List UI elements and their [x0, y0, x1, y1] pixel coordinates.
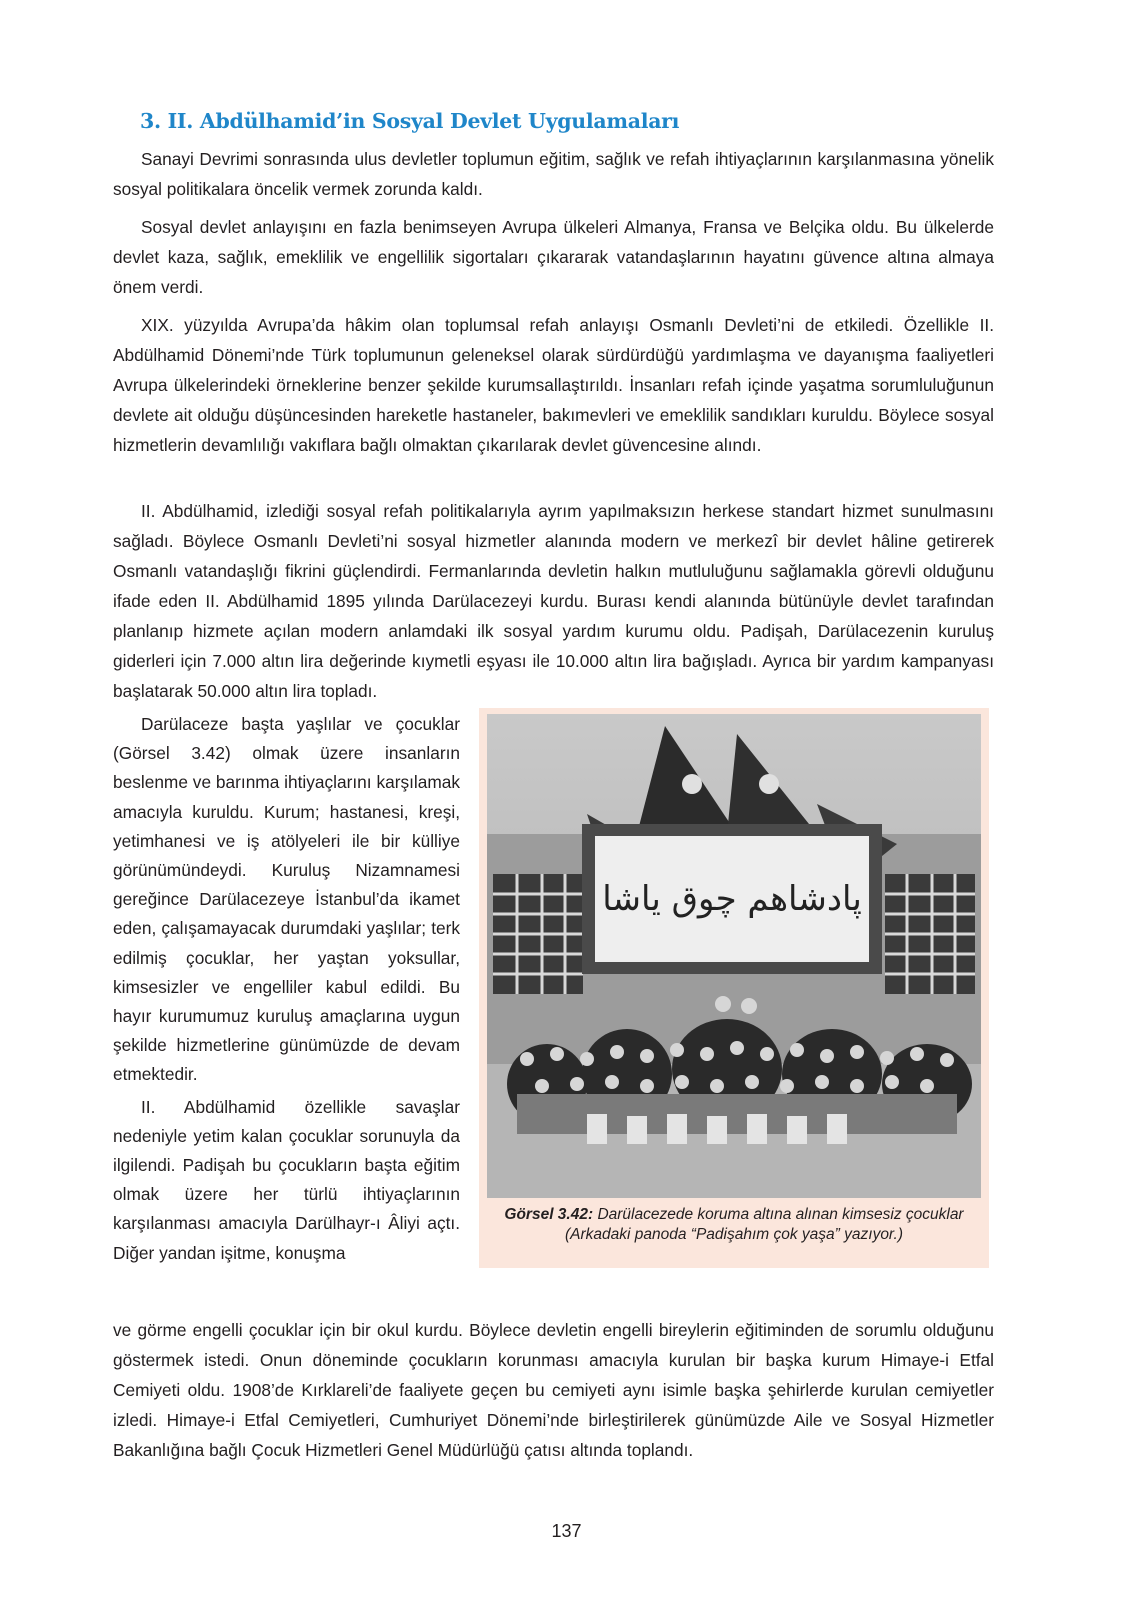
- figure-caption-text: Darülacezede koruma altına alınan kimsesiz çocuklar (Arkadaki panoda “Padişahım çok yaşa” yazıyor.): [565, 1206, 964, 1243]
- panel-inscription: پادشاهم چوق یاشا: [602, 879, 862, 919]
- paragraph-4: II. Abdülhamid, izlediği sosyal refah politikalarıyla ayrım yapılmaksızın herkese standart hizmet sunulmasını sağladı. Böylece Osmanlı Devleti’ni sosyal hizmetler alanında modern ve merkezî bir devlet hâline getirerek Osmanlı vatandaşlığı fikrini güçlendirdi. Fermanlarında devletin halkın mutluluğunu sağlamakla görevli olduğunu ifade eden II. Abdülhamid 1895 yılında Darülacezeyi kurdu. Burası kendi alanında bütünüyle devlet tarafından planlanıp hizmete açılan modern anlamdaki ilk sosyal yardım kurumu oldu. Padişah, Darülacezenin kuruluş giderleri için 7.000 altın lira değerinde kıymetli eşyası ile 10.000 altın lira bağışladı. Ayrıca bir yardım kampanyası başlatarak 50.000 altın lira topladı.: [113, 501, 994, 701]
- section-title: 3. II. Abdülhamid’in Sosyal Devlet Uygulamaları: [140, 109, 680, 133]
- paragraph-6-end: ve görme engelli çocuklar için bir okul kurdu. Böylece devletin engelli bireylerin eğitiminden de sorumlu olduğunu göstermek istedi. Onun döneminde çocukların korunması amacıyla kurulan bir başka kurum Himaye-i Etfal Cemiyeti oldu. 1908’de Kırklareli’de faaliyete geçen bu cemiyeti aynı isimle başka şehirlerde kurulan cemiyetler izledi. Himaye-i Etfal Cemiyetleri, Cumhuriyet Dönemi’nde birleştirilerek günümüzde Aile ve Sosyal Hizmetler Bakanlığına bağlı Çocuk Hizmetleri Genel Müdürlüğü çatısı altında toplandı.: [113, 1320, 994, 1460]
- paragraph-3: XIX. yüzyılda Avrupa’da hâkim olan toplumsal refah anlayışı Osmanlı Devleti’ni de etkiledi. Özellikle II. Abdülhamid Dönemi’nde Türk toplumunun geleneksel olarak sürdürdüğü yardımlaşma ve dayanışma faaliyetleri Avrupa ülkelerindeki örneklerine benzer şekilde kurumsallaştırıldı. İnsanları refah içinde yaşatma sorumluluğunun devlete ait olduğu düşüncesinden hareketle hastaneler, bakımevleri ve emeklilik sandıkları kuruldu. Böylece sosyal hizmetlerin devamlılığı vakıflara bağlı olmaktan çıkarılarak devlet güvencesine alındı.: [113, 315, 994, 455]
- figure-3-42: [479, 708, 989, 1268]
- page-number: 137: [551, 1521, 582, 1541]
- paragraph-5: Darülaceze başta yaşlılar ve çocuklar (Görsel 3.42) olmak üzere insanların beslenme ve barınma ihtiyaçlarını karşılamak amacıyla kuruldu. Kurum; hastanesi, kreşi, yetimhanesi ve iş atölyeleri ile bir külliye görünümündeydi. Kuruluş Nizamnamesi gereğince Darülacezeye İstanbul’da ikamet eden, çalışamayacak durumdaki yaşlılar; terk edilmiş çocuklar, her yaştan yoksullar, kimsesizler ve engelliler kabul edildi. Bu hayır kurumumuz kuruluş amaçlarına uygun şekilde hizmetlerine günümüzde de devam etmektedir.: [113, 714, 460, 1085]
- left-column: [113, 710, 460, 1268]
- paragraph-2: Sosyal devlet anlayışını en fazla benimseyen Avrupa ülkeleri Almanya, Fransa ve Belçika oldu. Bu ülkelerde devlet kaza, sağlık, emeklilik ve engellilik sigortaları çıkararak vatandaşlarının hayatını güvence altına almaya önem verdi.: [113, 217, 994, 297]
- paragraph-6-start: II. Abdülhamid özellikle savaşlar nedeniyle yetim kalan çocuklar sorunuyla da ilgilendi. Padişah bu çocukların başta eğitim olmak üzere her türlü ihtiyaçlarının karşılanması amacıyla Darülhayr-ı Âliyi açtı. Diğer yandan işitme, konuşma: [113, 1096, 460, 1263]
- figure-caption: [487, 1205, 981, 1245]
- figure-label: Görsel 3.42:: [504, 1206, 594, 1223]
- paragraph-1: Sanayi Devrimi sonrasında ulus devletler toplumun eğitim, sağlık ve refah ihtiyaçlarının karşılanmasına yönelik sosyal politikalara öncelik vermek zorunda kaldı.: [113, 149, 994, 199]
- historical-photo: [487, 714, 981, 1198]
